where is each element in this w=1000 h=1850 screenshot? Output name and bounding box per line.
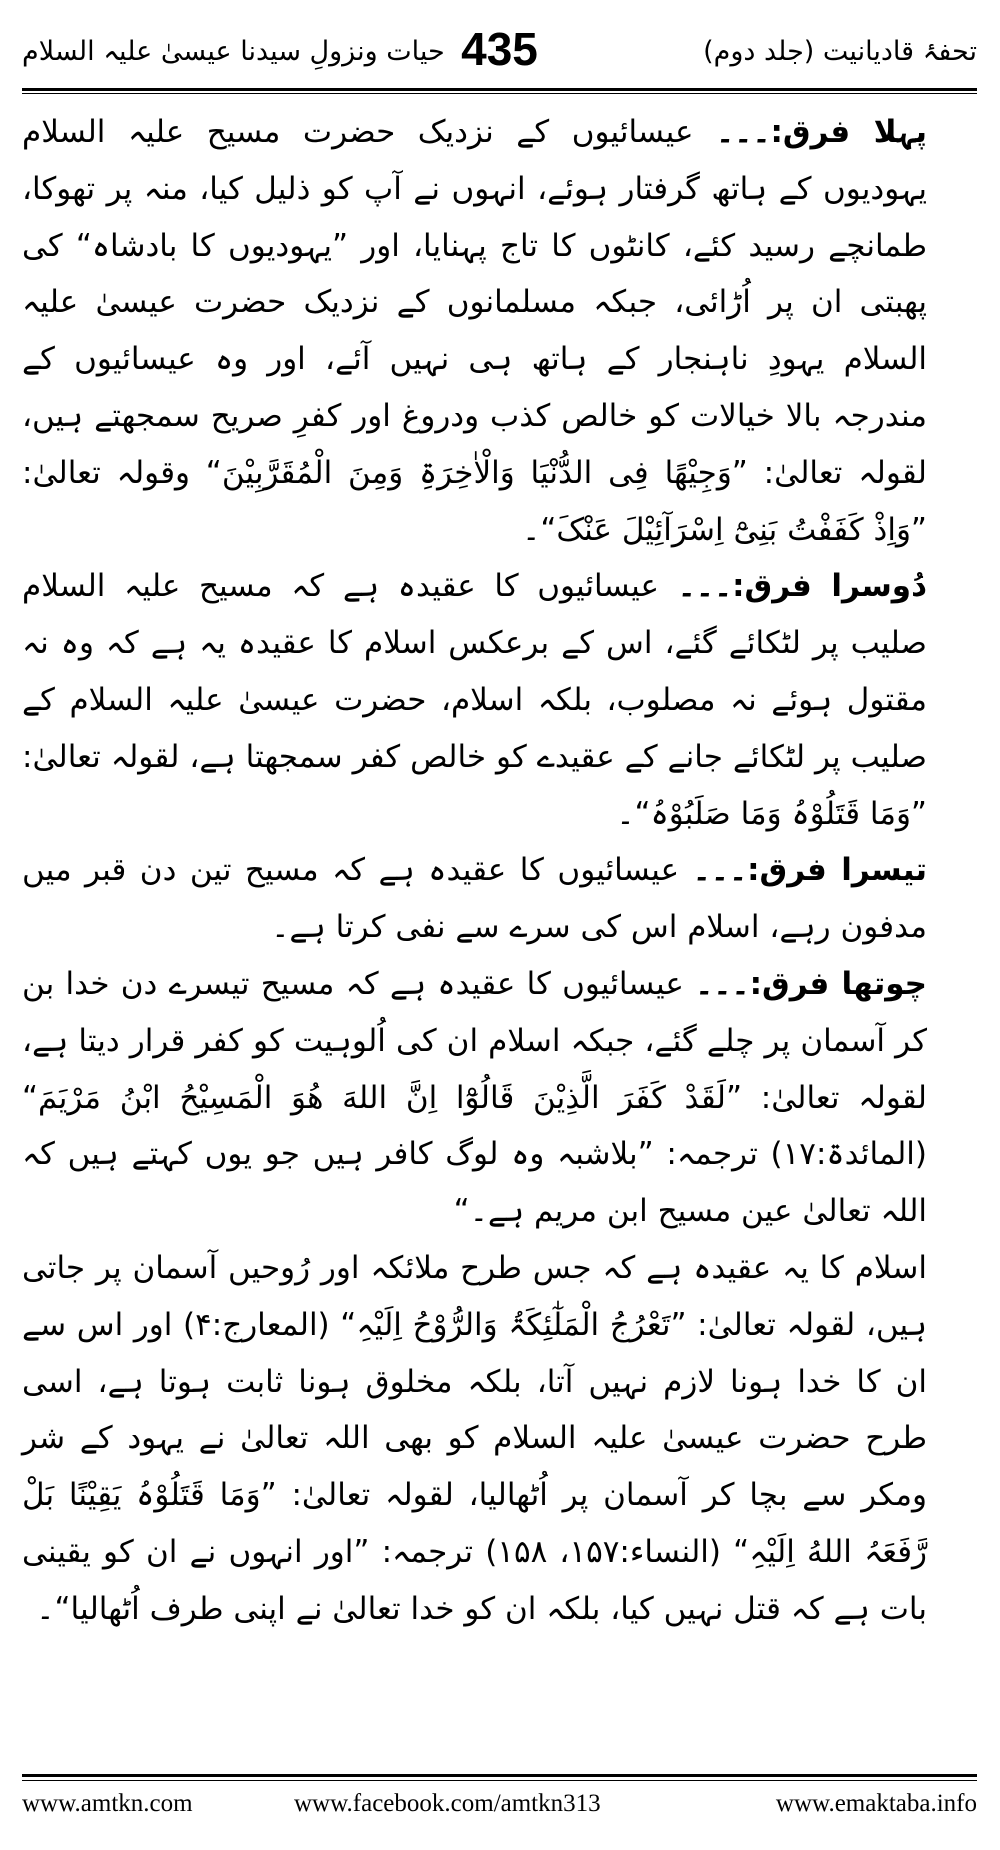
paragraph-first-difference [22,104,977,558]
paragraph-label: دُوسرا فرق:۔۔۔ [677,568,927,605]
page-footer [22,1790,977,1830]
paragraph-text: اسلام کا یہ عقیدہ ہے کہ جس طرح ملائکہ اور رُوحیں آسمان پر جاتی ہیں، لقولہ تعالیٰ: ”تَعْرُجُ الْمَلٰٓئِکَۃُ وَالرُّوْحُ اِلَیْہِ“ (المعارج:۴) اور اس سے ان کا خدا ہونا لازم نہیں آتا، بلکہ مخلوق ہونا ثابت ہوتا ہے، اسی طرح حضرت عیسیٰ علیہ السلام کو بھی اللہ تعالیٰ نے یہود کے شر ومکر سے بچا کر آسمان پر اُٹھالیا، لقولہ تعالیٰ: ”وَمَا قَتَلُوْہُ یَقِیْنًا بَلْ رَّفَعَہُ اللهُ اِلَیْہِ“ (النساء:۱۵۷، ۱۵۸) ترجمہ: ”اور انہوں نے ان کو یقینی بات ہے کہ قتل نہیں کیا، بلکہ ان کو خدا تعالیٰ نے اپنی طرف اُٹھالیا“۔ [22,1249,927,1627]
paragraph-third-difference [22,842,977,956]
paragraph-label: چوتھا فرق:۔۔۔ [695,965,927,1002]
footer-rule [22,1774,977,1781]
page-number: 435 [461,23,538,75]
page-header [22,22,977,86]
paragraph-fourth-difference [22,956,977,1240]
paragraph-label: پہلا فرق:۔۔۔ [715,114,927,150]
paragraph-text: عیسائیوں کا عقیدہ ہے کہ مسیح تیسرے دن خدا بن کر آسمان پر چلے گئے، جبکہ اسلام ان کی اُلوہیت کو کفر قرار دیتا ہے، لقولہ تعالیٰ: ”لَقَدْ کَفَرَ الَّذِیْنَ قَالُوْٓا اِنَّ اللهَ ھُوَ الْمَسِیْحُ ابْنُ مَرْیَمَ“ (المائدۃ:۱۷) ترجمہ: ”بلاشبہ وہ لوگ کافر ہیں جو یوں کہتے ہیں کہ اللہ تعالیٰ عین مسیح ابن مریم ہے۔“ [22,965,927,1230]
footer-link-facebook[interactable]: www.facebook.com/amtkn313 [294,1790,601,1817]
page-body [22,104,977,1638]
book-title: تحفۂ قادیانیت (جلد دوم) [703,36,977,67]
paragraph-text: عیسائیوں کے نزدیک حضرت مسیح علیہ السلام یہودیوں کے ہاتھ گرفتار ہوئے، انہوں نے آپ کو ذلیل کیا، منہ پر تھوکا، طمانچے رسید کئے، کانٹوں کا تاج پہنایا، اور ”یہودیوں کا بادشاہ“ کی پھبتی ان پر اُڑائی، جبکہ مسلمانوں کے نزدیک حضرت عیسیٰ علیہ السلام یہودِ ناہنجار کے ہاتھ ہی نہیں آئے، اور وہ عیسائیوں کے مندرجہ بالا خیالات کو خالص کذب ودروغ اور کفرِ صریح سمجھتے ہیں، لقولہ تعالیٰ: ”وَجِیْھًا فِی الدُّنْیَا وَالْاٰخِرَۃِ وَمِنَ الْمُقَرَّبِیْنَ“ وقولہ تعالیٰ: ”وَاِذْ کَفَفْتُ بَنِیْٓ اِسْرَآئِیْلَ عَنْکَ“۔ [22,114,927,548]
paragraph-islamic-belief [22,1240,977,1638]
footer-link-amtkn[interactable]: www.amtkn.com [22,1790,193,1817]
footer-link-emaktaba[interactable]: www.emaktaba.info [775,1790,977,1817]
chapter-title: حیات ونزولِ سیدنا عیسیٰ علیہ السلام [22,36,445,67]
paragraph-text: عیسائیوں کا عقیدہ ہے کہ مسیح تین دن قبر میں مدفون رہے، اسلام اس کی سرے سے نفی کرتا ہے۔ [22,852,927,946]
paragraph-text: عیسائیوں کا عقیدہ ہے کہ مسیح علیہ السلام صلیب پر لٹکائے گئے، اس کے برعکس اسلام کا عقیدہ یہ ہے کہ وہ نہ مقتول ہوئے نہ مصلوب، بلکہ اسلام، حضرت عیسیٰ علیہ السلام کے صلیب پر لٹکائے جانے کے عقیدے کو خالص کفر سمجھتا ہے، لقولہ تعالیٰ: ”وَمَا قَتَلُوْہُ وَمَا صَلَبُوْہُ“۔ [22,568,927,832]
header-rule [22,88,977,94]
paragraph-label: تیسرا فرق:۔۔۔ [692,852,928,889]
paragraph-second-difference [22,558,977,842]
